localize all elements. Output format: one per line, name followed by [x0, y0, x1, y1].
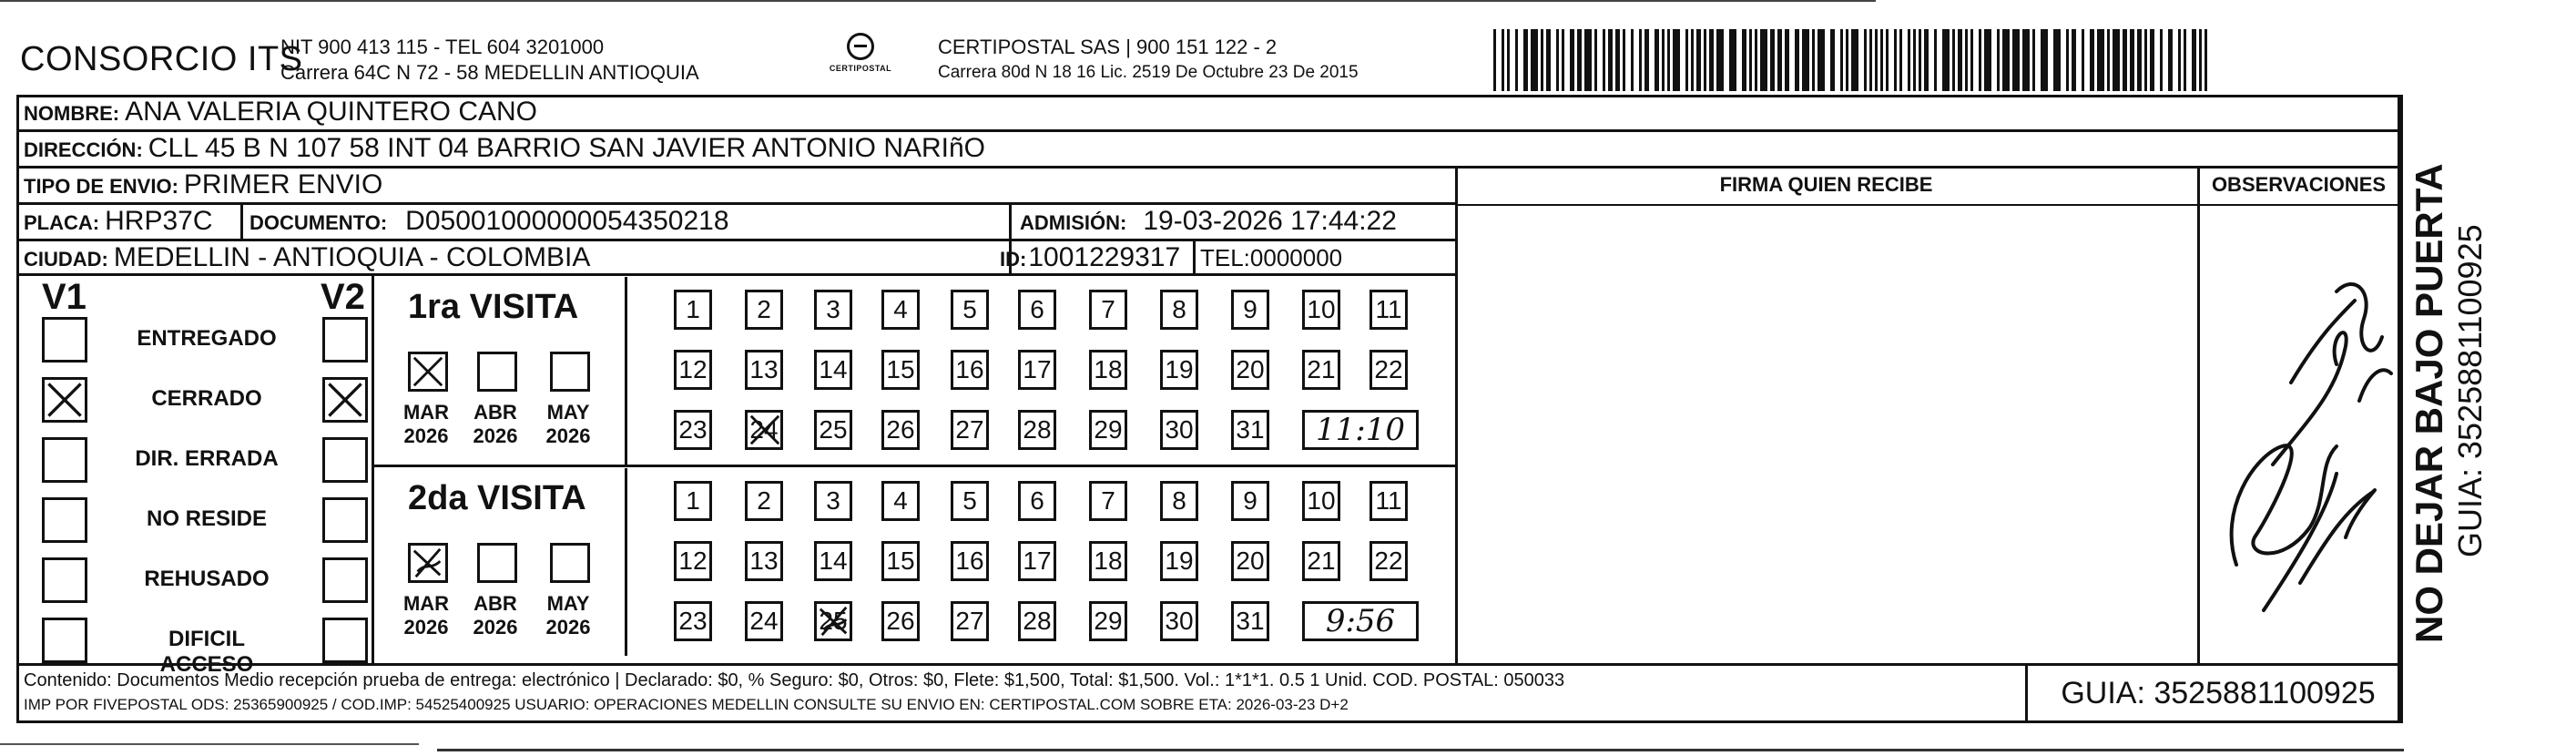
day-checkbox[interactable]	[1018, 290, 1056, 330]
month-checkbox[interactable]	[550, 352, 590, 392]
day-number: 1	[686, 486, 700, 515]
day-checkbox[interactable]	[951, 601, 989, 641]
day-number: 6	[1030, 486, 1044, 515]
v2-header: V2	[321, 277, 365, 317]
v2-checkbox[interactable]	[322, 497, 368, 543]
document-value: D05001000000054350218	[405, 206, 729, 236]
day-checkbox[interactable]	[1018, 350, 1056, 390]
company-info	[280, 35, 699, 86]
v2-checkbox[interactable]	[322, 377, 368, 423]
city-field	[24, 242, 590, 273]
v1-checkbox[interactable]	[42, 437, 87, 483]
month-check-mark-icon	[411, 354, 445, 389]
day-number: 26	[886, 607, 915, 635]
id-value: 1001229317	[1028, 242, 1181, 272]
handwritten-time-box[interactable]	[1302, 601, 1419, 641]
month-label	[466, 401, 524, 448]
day-check-mark-icon	[748, 413, 782, 447]
admission-field	[1020, 206, 1397, 237]
day-number: 7	[1101, 486, 1115, 515]
day-checkbox[interactable]	[1160, 481, 1198, 521]
day-checkbox[interactable]	[951, 541, 989, 581]
day-number: 17	[1023, 355, 1052, 383]
month-year: 2026	[403, 424, 449, 447]
status-label: NO RESIDE	[146, 506, 268, 531]
barcode	[1493, 29, 2222, 91]
month-year: 2026	[545, 424, 591, 447]
logo-text: CERTIPOSTAL	[829, 64, 892, 73]
status-label: REHUSADO	[144, 567, 270, 591]
day-checkbox[interactable]	[1369, 541, 1408, 581]
day-number: 19	[1165, 547, 1194, 575]
v1-check-mark-icon	[45, 380, 85, 420]
admission-label: ADMISIÓN:	[1020, 211, 1127, 234]
recipient-name: ANA VALERIA QUINTERO CANO	[125, 97, 537, 127]
month-label	[539, 592, 597, 639]
day-checkbox[interactable]	[951, 481, 989, 521]
day-number: 29	[1094, 415, 1123, 444]
v2-checkbox[interactable]	[322, 618, 368, 663]
day-checkbox[interactable]	[1231, 290, 1269, 330]
day-number: 13	[749, 355, 779, 383]
day-number: 8	[1172, 486, 1186, 515]
day-checkbox[interactable]	[1018, 481, 1056, 521]
status-label: DIFICIL ACCESO	[159, 627, 254, 677]
day-checkbox[interactable]	[1018, 601, 1056, 641]
day-number: 13	[749, 547, 779, 575]
day-checkbox[interactable]	[1160, 410, 1198, 450]
month-name: MAR	[402, 401, 450, 424]
day-number: 31	[1236, 415, 1265, 444]
day-checkbox[interactable]	[1018, 410, 1056, 450]
day-checkbox[interactable]	[674, 290, 712, 330]
print-line: IMP POR FIVEPOSTAL ODS: 25365900925 / COD.IMP: 54525400925 USUARIO: OPERACIONES MEDELLIN CONSULTE SU ENVIO EN: CERTIPOSTAL.COM SOBRE ETA: 2026-03-23 D+2	[24, 696, 1349, 713]
v1-checkbox[interactable]	[42, 618, 87, 663]
day-number: 2	[757, 486, 771, 515]
admission-value: 19-03-2026 17:44:22	[1143, 206, 1397, 236]
plate-value: HRP37C	[105, 206, 213, 236]
day-checkbox[interactable]	[745, 481, 783, 521]
month-check-mark-icon	[411, 546, 445, 580]
day-number: 28	[1023, 607, 1052, 635]
month-label	[539, 401, 597, 448]
day-number: 23	[678, 607, 708, 635]
day-number: 15	[886, 355, 915, 383]
day-number: 17	[1023, 547, 1052, 575]
month-year: 2026	[473, 616, 518, 639]
month-checkbox[interactable]	[408, 543, 448, 583]
day-checkbox[interactable]	[674, 541, 712, 581]
day-number: 10	[1307, 295, 1336, 323]
day-number: 9	[1243, 486, 1257, 515]
month-checkbox[interactable]	[550, 543, 590, 583]
day-checkbox[interactable]	[881, 290, 920, 330]
day-number: 25	[819, 415, 848, 444]
id-field	[1000, 242, 1180, 273]
tel-field	[1200, 244, 1342, 272]
day-number: 2	[757, 295, 771, 323]
day-checkbox[interactable]	[1302, 481, 1340, 521]
day-number: 7	[1101, 295, 1115, 323]
day-checkbox[interactable]	[1089, 410, 1127, 450]
day-checkbox[interactable]	[1160, 350, 1198, 390]
day-number: 19	[1165, 355, 1194, 383]
day-number: 30	[1165, 415, 1194, 444]
day-number: 26	[886, 415, 915, 444]
day-number: 11	[1375, 486, 1402, 515]
day-number: 18	[1094, 547, 1123, 575]
visit-title: 2da VISITA	[408, 479, 586, 517]
v1-checkbox[interactable]	[42, 497, 87, 543]
day-number: 3	[826, 486, 840, 515]
day-number: 12	[678, 547, 708, 575]
day-check-mark-icon	[817, 604, 851, 639]
day-number: 14	[819, 547, 848, 575]
v1-header: V1	[42, 277, 87, 317]
day-checkbox[interactable]	[1369, 350, 1408, 390]
day-number: 20	[1236, 547, 1265, 575]
v1-checkbox[interactable]	[42, 317, 87, 363]
day-checkbox[interactable]	[881, 410, 920, 450]
day-checkbox[interactable]	[1302, 290, 1340, 330]
day-checkbox[interactable]	[674, 601, 712, 641]
day-checkbox[interactable]	[674, 410, 712, 450]
carrier-license-line: Carrera 80d N 18 16 Lic. 2519 De Octubre 23 De 2015	[938, 63, 1359, 82]
city-label: CIUDAD:	[24, 248, 108, 271]
day-checkbox[interactable]	[1231, 541, 1269, 581]
month-label	[397, 592, 455, 639]
day-number: 6	[1030, 295, 1044, 323]
day-checkbox[interactable]	[814, 601, 852, 641]
month-name: MAR	[402, 592, 450, 615]
document-label: DOCUMENTO:	[249, 211, 388, 234]
content-line: Contenido: Documentos Medio recepción prueba de entrega: electrónico | Declarado: $0, % Seguro: $0, Otros: $0, Flete: $1,500, Total: $1,500. Vol.: 1*1*1. 0.5 1 Unid. COD. POSTAL: 050033	[24, 670, 1565, 690]
day-number: 22	[1374, 355, 1403, 383]
day-checkbox[interactable]	[1369, 290, 1408, 330]
shipment-type-row	[24, 169, 382, 200]
month-year: 2026	[473, 424, 518, 447]
shipment-type-label: TIPO DE ENVIO:	[24, 175, 178, 198]
day-number: 8	[1172, 295, 1186, 323]
day-checkbox[interactable]	[745, 410, 783, 450]
day-checkbox[interactable]	[881, 541, 920, 581]
day-number: 14	[819, 355, 848, 383]
tel-label: TEL:	[1200, 244, 1250, 271]
company-address-line: Carrera 64C N 72 - 58 MEDELLIN ANTIOQUIA	[280, 61, 699, 84]
side-guia-number: GUIA: 3525881100925	[2451, 224, 2489, 557]
day-checkbox[interactable]	[1089, 601, 1127, 641]
day-number: 27	[955, 607, 984, 635]
day-number: 29	[1094, 607, 1123, 635]
day-checkbox[interactable]	[1160, 541, 1198, 581]
day-checkbox[interactable]	[1089, 541, 1127, 581]
day-checkbox[interactable]	[745, 541, 783, 581]
month-name: ABR	[473, 592, 517, 615]
v2-checkbox[interactable]	[322, 437, 368, 483]
day-checkbox[interactable]	[881, 350, 920, 390]
day-number: 25	[819, 607, 848, 635]
day-number: 5	[962, 486, 977, 515]
day-number: 15	[886, 547, 915, 575]
company-nit-line: NIT 900 413 115 - TEL 604 3201000	[280, 36, 605, 58]
status-label: DIR. ERRADA	[135, 446, 279, 471]
certipostal-logo	[824, 33, 897, 87]
carrier-info	[938, 35, 1359, 86]
day-number: 5	[962, 295, 977, 323]
v2-check-mark-icon	[325, 380, 365, 420]
day-checkbox[interactable]	[814, 410, 852, 450]
day-checkbox[interactable]	[881, 481, 920, 521]
month-name: ABR	[473, 401, 517, 424]
day-number: 4	[893, 295, 908, 323]
day-number: 10	[1307, 486, 1336, 515]
recipient-address: CLL 45 B N 107 58 INT 04 BARRIO SAN JAVIER ANTONIO NARIñO	[148, 133, 986, 163]
status-label: ENTREGADO	[137, 326, 277, 351]
day-number: 20	[1236, 355, 1265, 383]
carrier-nit-line: CERTIPOSTAL SAS | 900 151 122 - 2	[938, 36, 1278, 58]
day-number: 3	[826, 295, 840, 323]
month-name: MAY	[546, 401, 590, 424]
day-checkbox[interactable]	[745, 350, 783, 390]
plate-field	[24, 206, 212, 237]
name-row	[24, 97, 537, 128]
plate-label: PLACA:	[24, 211, 100, 234]
month-checkbox[interactable]	[477, 352, 517, 392]
shipment-type: PRIMER ENVIO	[183, 169, 383, 199]
month-label	[466, 592, 524, 639]
month-year: 2026	[403, 616, 449, 639]
day-number: 21	[1307, 547, 1336, 575]
day-number: 28	[1023, 415, 1052, 444]
day-number: 21	[1307, 355, 1336, 383]
day-checkbox[interactable]	[814, 290, 852, 330]
day-checkbox[interactable]	[1231, 410, 1269, 450]
day-checkbox[interactable]	[1089, 290, 1127, 330]
guia-number: GUIA: 3525881100925	[2061, 676, 2376, 710]
day-number: 9	[1243, 295, 1257, 323]
day-number: 23	[678, 415, 708, 444]
v2-checkbox[interactable]	[322, 317, 368, 363]
handwritten-time-box[interactable]	[1302, 410, 1419, 450]
document-field	[249, 206, 729, 237]
tel-value: 0000000	[1249, 244, 1343, 271]
signature-header: FIRMA QUIEN RECIBE	[1719, 173, 1933, 196]
day-checkbox[interactable]	[1018, 541, 1056, 581]
address-row	[24, 133, 985, 164]
name-label: NOMBRE:	[24, 102, 120, 125]
id-label: ID:	[1000, 248, 1027, 271]
company-name: CONSORCIO ITS	[20, 40, 303, 78]
handwritten-time: 9:56	[1325, 603, 1396, 639]
month-checkbox[interactable]	[477, 543, 517, 583]
logo-circle-icon	[847, 33, 874, 60]
day-number: 4	[893, 486, 908, 515]
day-number: 24	[749, 607, 779, 635]
day-number: 11	[1375, 295, 1402, 323]
day-number: 31	[1236, 607, 1265, 635]
day-checkbox[interactable]	[951, 290, 989, 330]
day-checkbox[interactable]	[1302, 350, 1340, 390]
day-checkbox[interactable]	[674, 350, 712, 390]
recipient-signature	[2200, 237, 2400, 619]
month-year: 2026	[545, 616, 591, 639]
day-number: 16	[955, 355, 984, 383]
day-checkbox[interactable]	[1231, 481, 1269, 521]
day-checkbox[interactable]	[1369, 481, 1408, 521]
visit-title: 1ra VISITA	[408, 288, 579, 326]
day-checkbox[interactable]	[1160, 601, 1198, 641]
day-number: 24	[749, 415, 779, 444]
v2-checkbox[interactable]	[322, 557, 368, 603]
day-checkbox[interactable]	[1160, 290, 1198, 330]
day-checkbox[interactable]	[745, 601, 783, 641]
month-checkbox[interactable]	[408, 352, 448, 392]
day-checkbox[interactable]	[1302, 541, 1340, 581]
day-checkbox[interactable]	[951, 410, 989, 450]
v1-checkbox[interactable]	[42, 557, 87, 603]
observations-header: OBSERVACIONES	[2211, 173, 2387, 196]
day-checkbox[interactable]	[881, 601, 920, 641]
day-number: 27	[955, 415, 984, 444]
day-checkbox[interactable]	[814, 541, 852, 581]
day-number: 18	[1094, 355, 1123, 383]
day-number: 12	[678, 355, 708, 383]
day-number: 1	[686, 295, 700, 323]
status-label: CERRADO	[151, 386, 262, 411]
day-checkbox[interactable]	[814, 350, 852, 390]
day-checkbox[interactable]	[814, 481, 852, 521]
month-label	[397, 401, 455, 448]
day-checkbox[interactable]	[1231, 350, 1269, 390]
day-checkbox[interactable]	[674, 481, 712, 521]
no-under-door-warning: NO DEJAR BAJO PUERTA	[2408, 163, 2450, 643]
v1-checkbox[interactable]	[42, 377, 87, 423]
address-label: DIRECCIÓN:	[24, 138, 143, 161]
day-checkbox[interactable]	[1089, 481, 1127, 521]
city-value: MEDELLIN - ANTIOQUIA - COLOMBIA	[113, 242, 591, 272]
day-checkbox[interactable]	[951, 350, 989, 390]
day-number: 16	[955, 547, 984, 575]
handwritten-time: 11:10	[1316, 412, 1405, 448]
month-name: MAY	[546, 592, 590, 615]
day-number: 30	[1165, 607, 1194, 635]
day-number: 22	[1374, 547, 1403, 575]
day-checkbox[interactable]	[1231, 601, 1269, 641]
day-checkbox[interactable]	[1089, 350, 1127, 390]
day-checkbox[interactable]	[745, 290, 783, 330]
